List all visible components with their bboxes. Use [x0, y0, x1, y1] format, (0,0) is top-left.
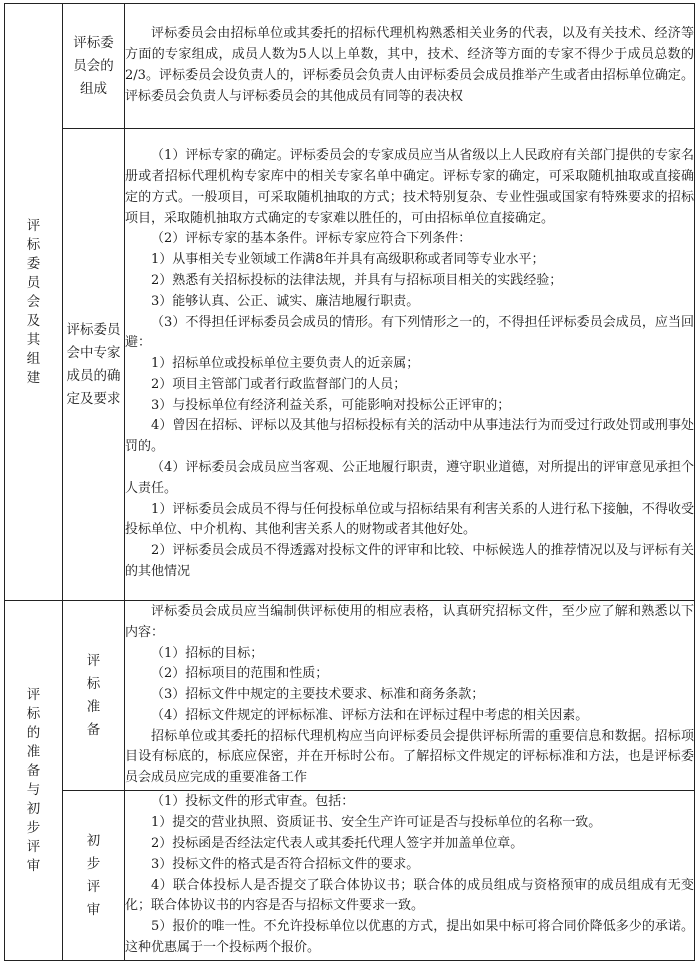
section-title: 评标委员会及其组建 — [26, 217, 41, 386]
row-label: 评标委员会中专家成员的确定及要求 — [66, 321, 121, 407]
paragraph: 评标委员会由招标单位或其委托的招标代理机构熟悉相关业务的代表，以及有关技术、经济等方面的专家组成，成员人数为5人以上单数，其中，技术、经济等方面的专家不得少于成员总数的2/3。评标委员会设负责人的，评标委员会负责人由评标委员会成员推举产生或者由招标单位确定。评标委员会负责人与评标委员会的其他成员有同等的表决权 — [125, 26, 694, 104]
paragraph: 1）评标委员会成员不得与任何投标单位或与招标结果有利害关系的人进行私下接触，不得收受投标单位、中介机构、其他利害关系人的财物或者其他好处。 — [125, 501, 694, 538]
paragraph: 3）能够认真、公正、诚实、廉洁地履行职责。 — [151, 293, 420, 309]
table-row — [5, 791, 695, 961]
row-label-cell — [63, 791, 125, 961]
paragraph: 3）投标文件的格式是否符合招标文件的要求。 — [151, 856, 420, 872]
paragraph: 评标委员会成员应当编制供评标使用的相应表格，认真研究招标文件，至少应了解和熟悉以下内容： — [125, 603, 694, 640]
paragraph: （3）招标文件中规定的主要技术要求、标准和商务条款； — [151, 687, 485, 703]
table-row — [5, 129, 695, 601]
paragraph: （4）评标委员会成员应当客观、公正地履行职责，遵守职业道德，对所提出的评审意见承担个人责任。 — [125, 460, 694, 496]
row-label: 评标委员会的组成 — [73, 34, 114, 97]
paragraph: 2）投标函是否经法定代表人或其委托代理人签字并加盖单位章。 — [151, 835, 524, 851]
paragraph: （2）招标项目的范围和性质； — [151, 666, 329, 682]
row-content — [125, 601, 695, 791]
paragraph: （4）招标文件规定的评标标准、评标方法和在评标过程中考虑的相关因素。 — [151, 707, 589, 723]
paragraph: 1）提交的营业执照、资质证书、安全生产许可证是否与投标单位的名称一致。 — [151, 815, 602, 831]
paragraph: 4）联合体投标人是否提交了联合体协议书；联合体的成员组成与资格预审的成员组成有无变化；联合体协议书的内容是否与招标文件要求一致。 — [125, 877, 694, 914]
paragraph: 1）招标单位或投标单位主要负责人的近亲属； — [151, 356, 420, 372]
section-title: 评标的准备与初步评审 — [26, 686, 41, 874]
row-content — [125, 791, 695, 961]
paragraph: 4）曾因在招标、评标以及其他与招标投标有关的活动中从事违法行为而受过行政处罚或刑事处罚的。 — [125, 418, 694, 455]
content-table — [4, 3, 695, 961]
section-header — [5, 601, 63, 961]
table-row — [5, 601, 695, 791]
paragraph: （1）招标的目标； — [151, 645, 264, 661]
paragraph: 2）项目主管部门或者行政监督部门的人员； — [151, 376, 407, 392]
row-label: 初步评审 — [86, 832, 101, 918]
table-row — [5, 4, 695, 129]
paragraph: 1）从事相关专业领域工作满8年并具有高级职称或者同等专业水平； — [151, 252, 545, 268]
row-content — [125, 4, 695, 129]
paragraph: （3）不得担任评标委员会成员的情形。有下列情形之一的，不得担任评标委员会成员，应当回避： — [125, 314, 694, 351]
row-label: 评标准备 — [86, 652, 101, 738]
paragraph: （2）评标专家的基本条件。评标专家应符合下列条件： — [151, 231, 472, 247]
paragraph: 2）评标委员会成员不得透露对投标文件的评审和比较、中标候选人的推荐情况以及与评标有关的其他情况 — [125, 543, 694, 580]
section-header — [5, 4, 63, 601]
paragraph: 2）熟悉有关招标投标的法律法规，并具有与招标项目相关的实践经验； — [151, 272, 563, 288]
row-content — [125, 129, 695, 601]
row-label-cell — [63, 601, 125, 791]
row-label-cell — [63, 4, 125, 129]
paragraph: （1）投标文件的形式审查。包括： — [151, 794, 355, 810]
paragraph: 5）报价的唯一性。不允许投标单位以优惠的方式，提出如果中标可将合同价降低多少的承诺。这种优惠属于一个投标两个报价。 — [125, 919, 694, 955]
row-label-cell — [63, 129, 125, 601]
paragraph: 招标单位或其委托的招标代理机构应当向评标委员会提供评标所需的重要信息和数据。招标项目设有标底的，标底应保密，并在开标时公布。了解招标文件规定的评标标准和方法，也是评标委员会成员应完成的重要准备工作 — [125, 728, 694, 786]
paragraph: （1）评标专家的确定。评标委员会的专家成员应当从省级以上人民政府有关部门提供的专家名册或者招标代理机构专家库中的相关专家名单中确定。评标专家的确定，可采取随机抽取或直接确定的方式。一般项目，可采取随机抽取的方式；技术特别复杂、专业性强或国家有特殊要求的招标项目，采取随机抽取方式确定的专家难以胜任的，可由招标单位直接确定。 — [125, 148, 694, 226]
paragraph: 3）与投标单位有经济利益关系，可能影响对投标公正评审的； — [151, 397, 511, 413]
